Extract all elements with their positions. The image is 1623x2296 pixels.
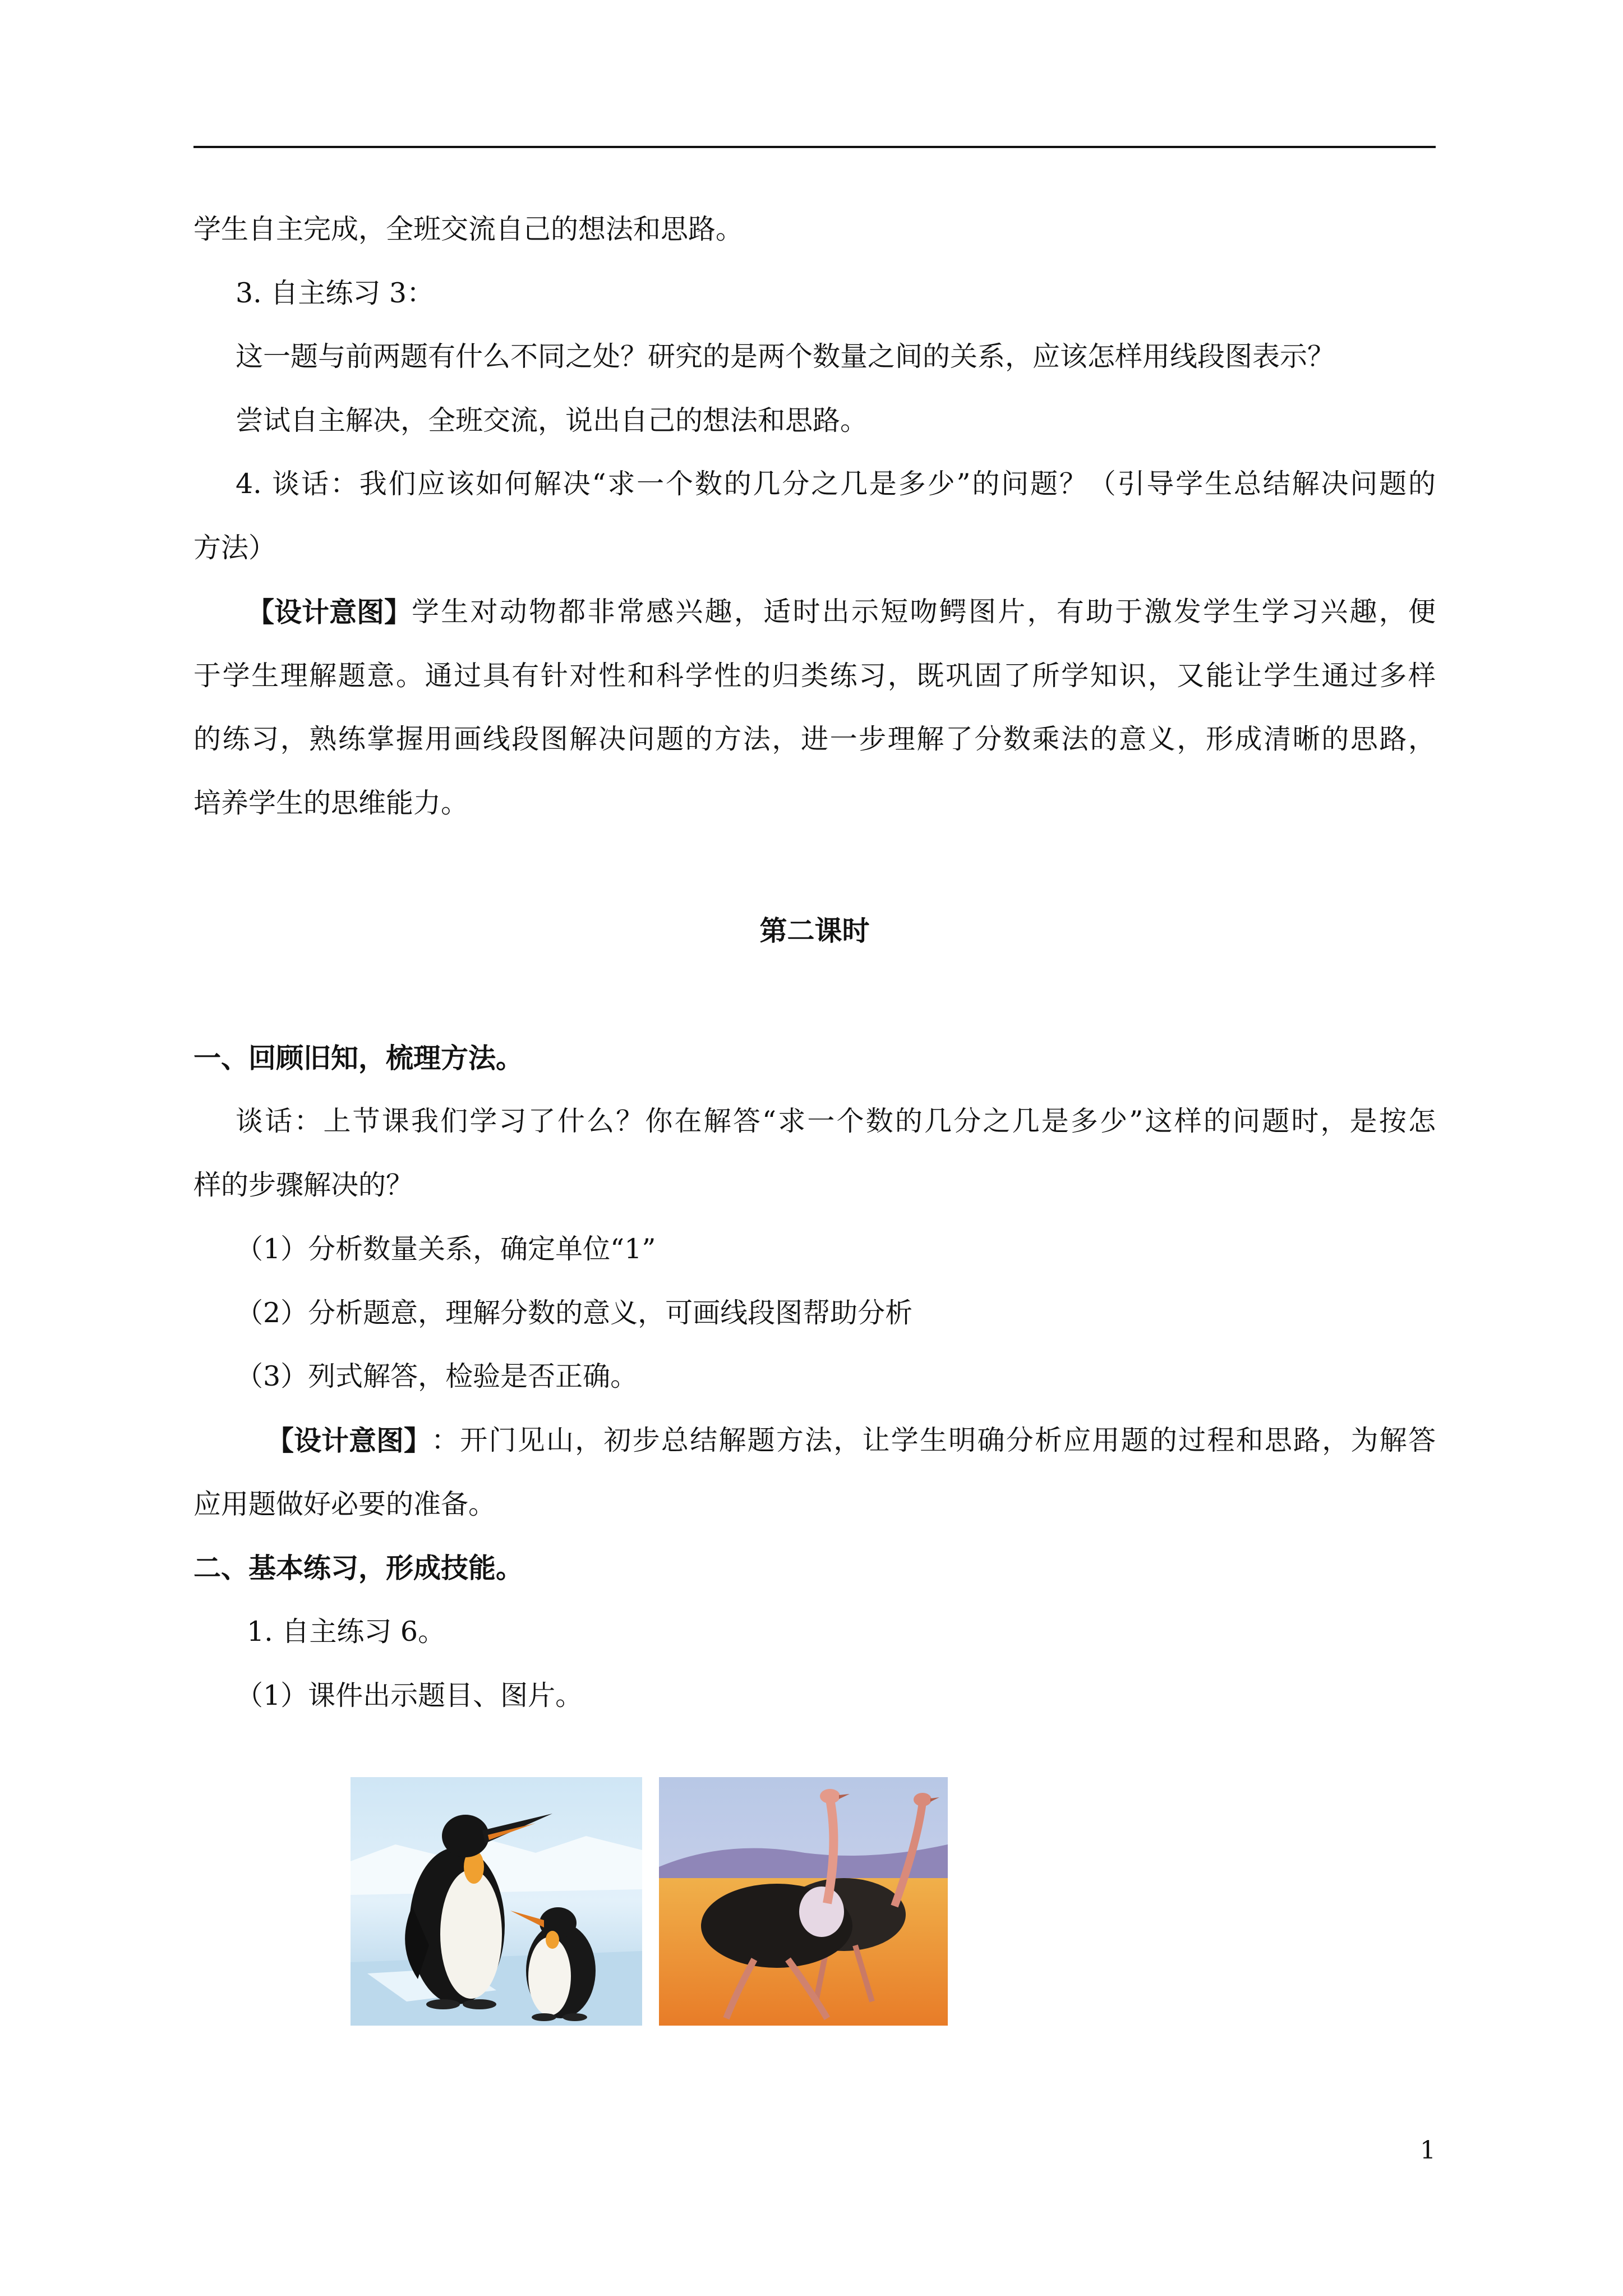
design-intent-label: 【设计意图】 [247, 596, 412, 628]
step-item: （3）列式解答，检验是否正确。 [236, 1360, 638, 1392]
paragraph: 应用题做好必要的准备。 [193, 1488, 496, 1520]
design-intent-text: 学生对动物都非常感兴趣，适时出示短吻鳄图片，有助于激发学生学习兴趣，便 [412, 596, 1436, 628]
penguins-image [351, 1777, 642, 2026]
paragraph: 方法） [193, 532, 276, 564]
paragraph: 样的步骤解决的？ [193, 1169, 414, 1201]
paragraph: 这一题与前两题有什么不同之处？研究的是两个数量之间的关系，应该怎样用线段图表示？ [236, 341, 1335, 372]
exercise-subitem: （1）课件出示题目、图片。 [236, 1680, 583, 1711]
design-intent-text: ：开门见山，初步总结解题方法，让学生明确分析应用题的过程和思路，为解答 [431, 1424, 1436, 1456]
paragraph: 于学生理解题意。通过具有针对性和科学性的归类练习，既巩固了所学知识，又能让学生通过多样 [193, 660, 1436, 692]
paragraph: 的练习，熟练掌握用画线段图解决问题的方法，进一步理解了分数乘法的意义，形成清晰的思路， [193, 723, 1436, 755]
paragraph: 4. 谈话：我们应该如何解决“求一个数的几分之几是多少”的问题？（引导学生总结解决问题的 [236, 468, 1436, 500]
step-item: （1）分析数量关系，确定单位“1” [236, 1233, 656, 1265]
heading-1: 一、回顾旧知，梳理方法。 [193, 1042, 524, 1074]
penguins-illustration [351, 1777, 642, 2026]
step-item: （2）分析题意，理解分数的意义，可画线段图帮助分析 [236, 1297, 913, 1329]
paragraph: 培养学生的思维能力。 [193, 787, 469, 819]
ostriches-image [659, 1777, 948, 2026]
section-title: 第二课时 [759, 914, 870, 947]
paragraph: 谈话：上节课我们学习了什么？你在解答“求一个数的几分之几是多少”这样的问题时，是按怎 [236, 1105, 1436, 1137]
paragraph: 3. 自主练习 3： [236, 277, 435, 309]
heading-2: 二、基本练习，形成技能。 [193, 1552, 524, 1584]
design-intent-2 [266, 1422, 1436, 1459]
paragraph: 尝试自主解决，全班交流，说出自己的想法和思路。 [236, 404, 868, 436]
ostriches-illustration [659, 1777, 948, 2026]
header-rule [193, 146, 1436, 148]
design-intent-1 [247, 593, 1436, 631]
exercise-item: 1. 自主练习 6。 [247, 1616, 446, 1648]
page-number: 1 [1420, 2136, 1436, 2165]
paragraph: 学生自主完成，全班交流自己的想法和思路。 [193, 213, 744, 245]
design-intent-label: 【设计意图】 [266, 1424, 432, 1457]
